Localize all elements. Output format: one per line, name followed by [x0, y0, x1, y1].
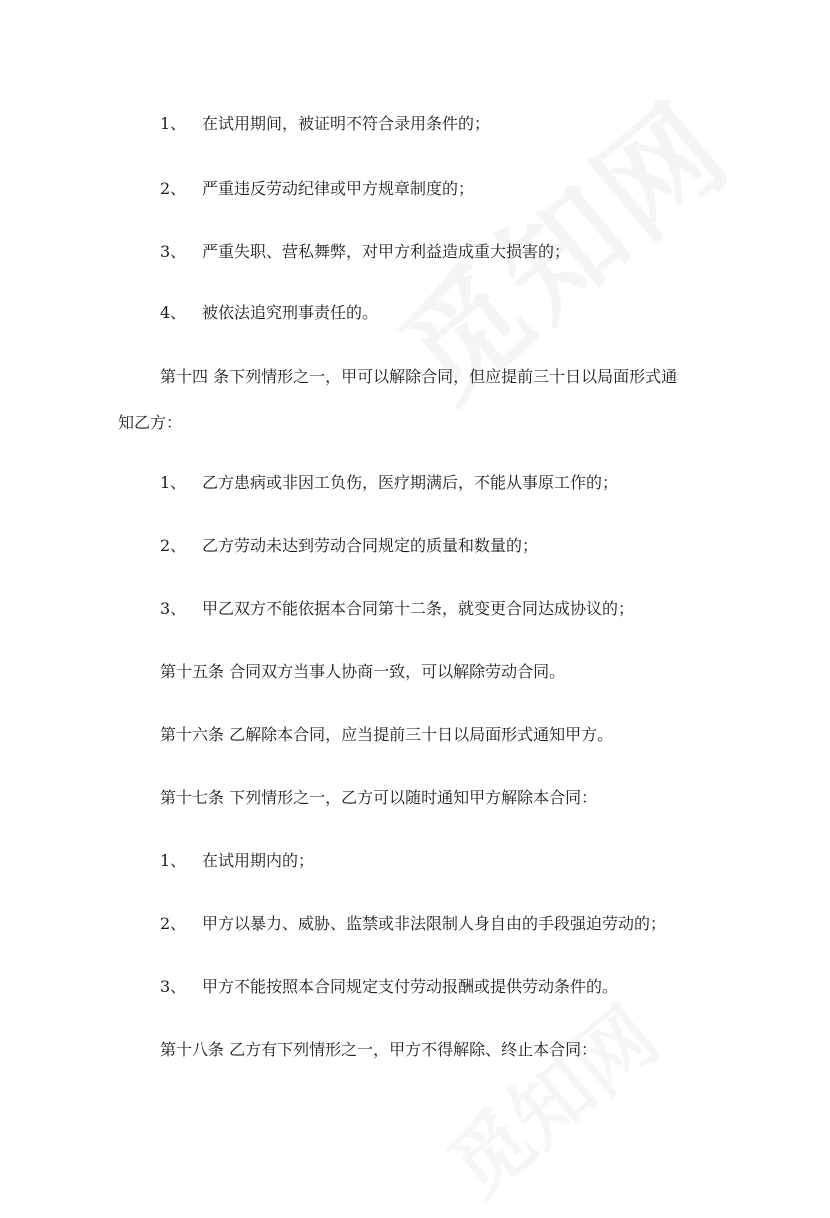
article-17-heading: 第十七条 下列情形之一，乙方可以随时通知甲方解除本合同：	[160, 788, 598, 807]
item-number: 4、	[160, 303, 187, 322]
item-number: 2、	[160, 914, 187, 933]
list-item	[160, 302, 378, 324]
watermark-bottom	[420, 976, 678, 1218]
item-number: 3、	[160, 599, 187, 618]
list-item	[160, 178, 474, 200]
item-text: 严重失职、营私舞弊，对甲方利益造成重大损害的；	[202, 242, 571, 261]
item-text: 乙方患病或非因工负伤，医疗期满后，不能从事原工作的；	[202, 473, 619, 492]
item-text: 在试用期间，被证明不符合录用条件的；	[202, 114, 491, 133]
item-text: 被依法追究刑事责任的。	[202, 303, 379, 322]
article-14-heading: 第十四 条下列情形之一，甲可以解除合同，但应提前三十日以局面形式通	[160, 367, 678, 386]
item-number: 1、	[160, 851, 187, 870]
item-number: 3、	[160, 242, 187, 261]
list-item	[160, 850, 314, 872]
item-number: 2、	[160, 179, 187, 198]
item-number: 1、	[160, 473, 187, 492]
list-item	[160, 113, 490, 135]
article-18-heading: 第十八条 乙方有下列情形之一，甲方不得解除、终止本合同：	[160, 1040, 598, 1059]
article-15: 第十五条 合同双方当事人协商一致，可以解除劳动合同。	[160, 662, 566, 681]
list-item	[160, 472, 618, 494]
list-item	[160, 598, 634, 620]
item-text: 严重违反劳动纪律或甲方规章制度的；	[202, 179, 475, 198]
item-text: 在试用期内的；	[202, 851, 315, 870]
item-text: 甲方不能按照本合同规定支付劳动报酬或提供劳动条件的。	[202, 977, 619, 996]
list-item	[160, 241, 570, 263]
item-number: 1、	[160, 114, 187, 133]
item-number: 2、	[160, 536, 187, 555]
item-text: 甲方以暴力、威胁、监禁或非法限制人身自由的手段强迫劳动的；	[202, 914, 667, 933]
item-text: 乙方劳动未达到劳动合同规定的质量和数量的；	[202, 536, 539, 555]
item-text: 甲乙双方不能依据本合同第十二条，就变更合同达成协议的；	[202, 599, 635, 618]
item-number: 3、	[160, 977, 187, 996]
list-item	[160, 913, 666, 935]
list-item	[160, 976, 618, 998]
list-item	[160, 535, 538, 557]
article-14-continuation: 知乙方：	[118, 413, 183, 432]
article-16: 第十六条 乙解除本合同，应当提前三十日以局面形式通知甲方。	[160, 725, 614, 744]
